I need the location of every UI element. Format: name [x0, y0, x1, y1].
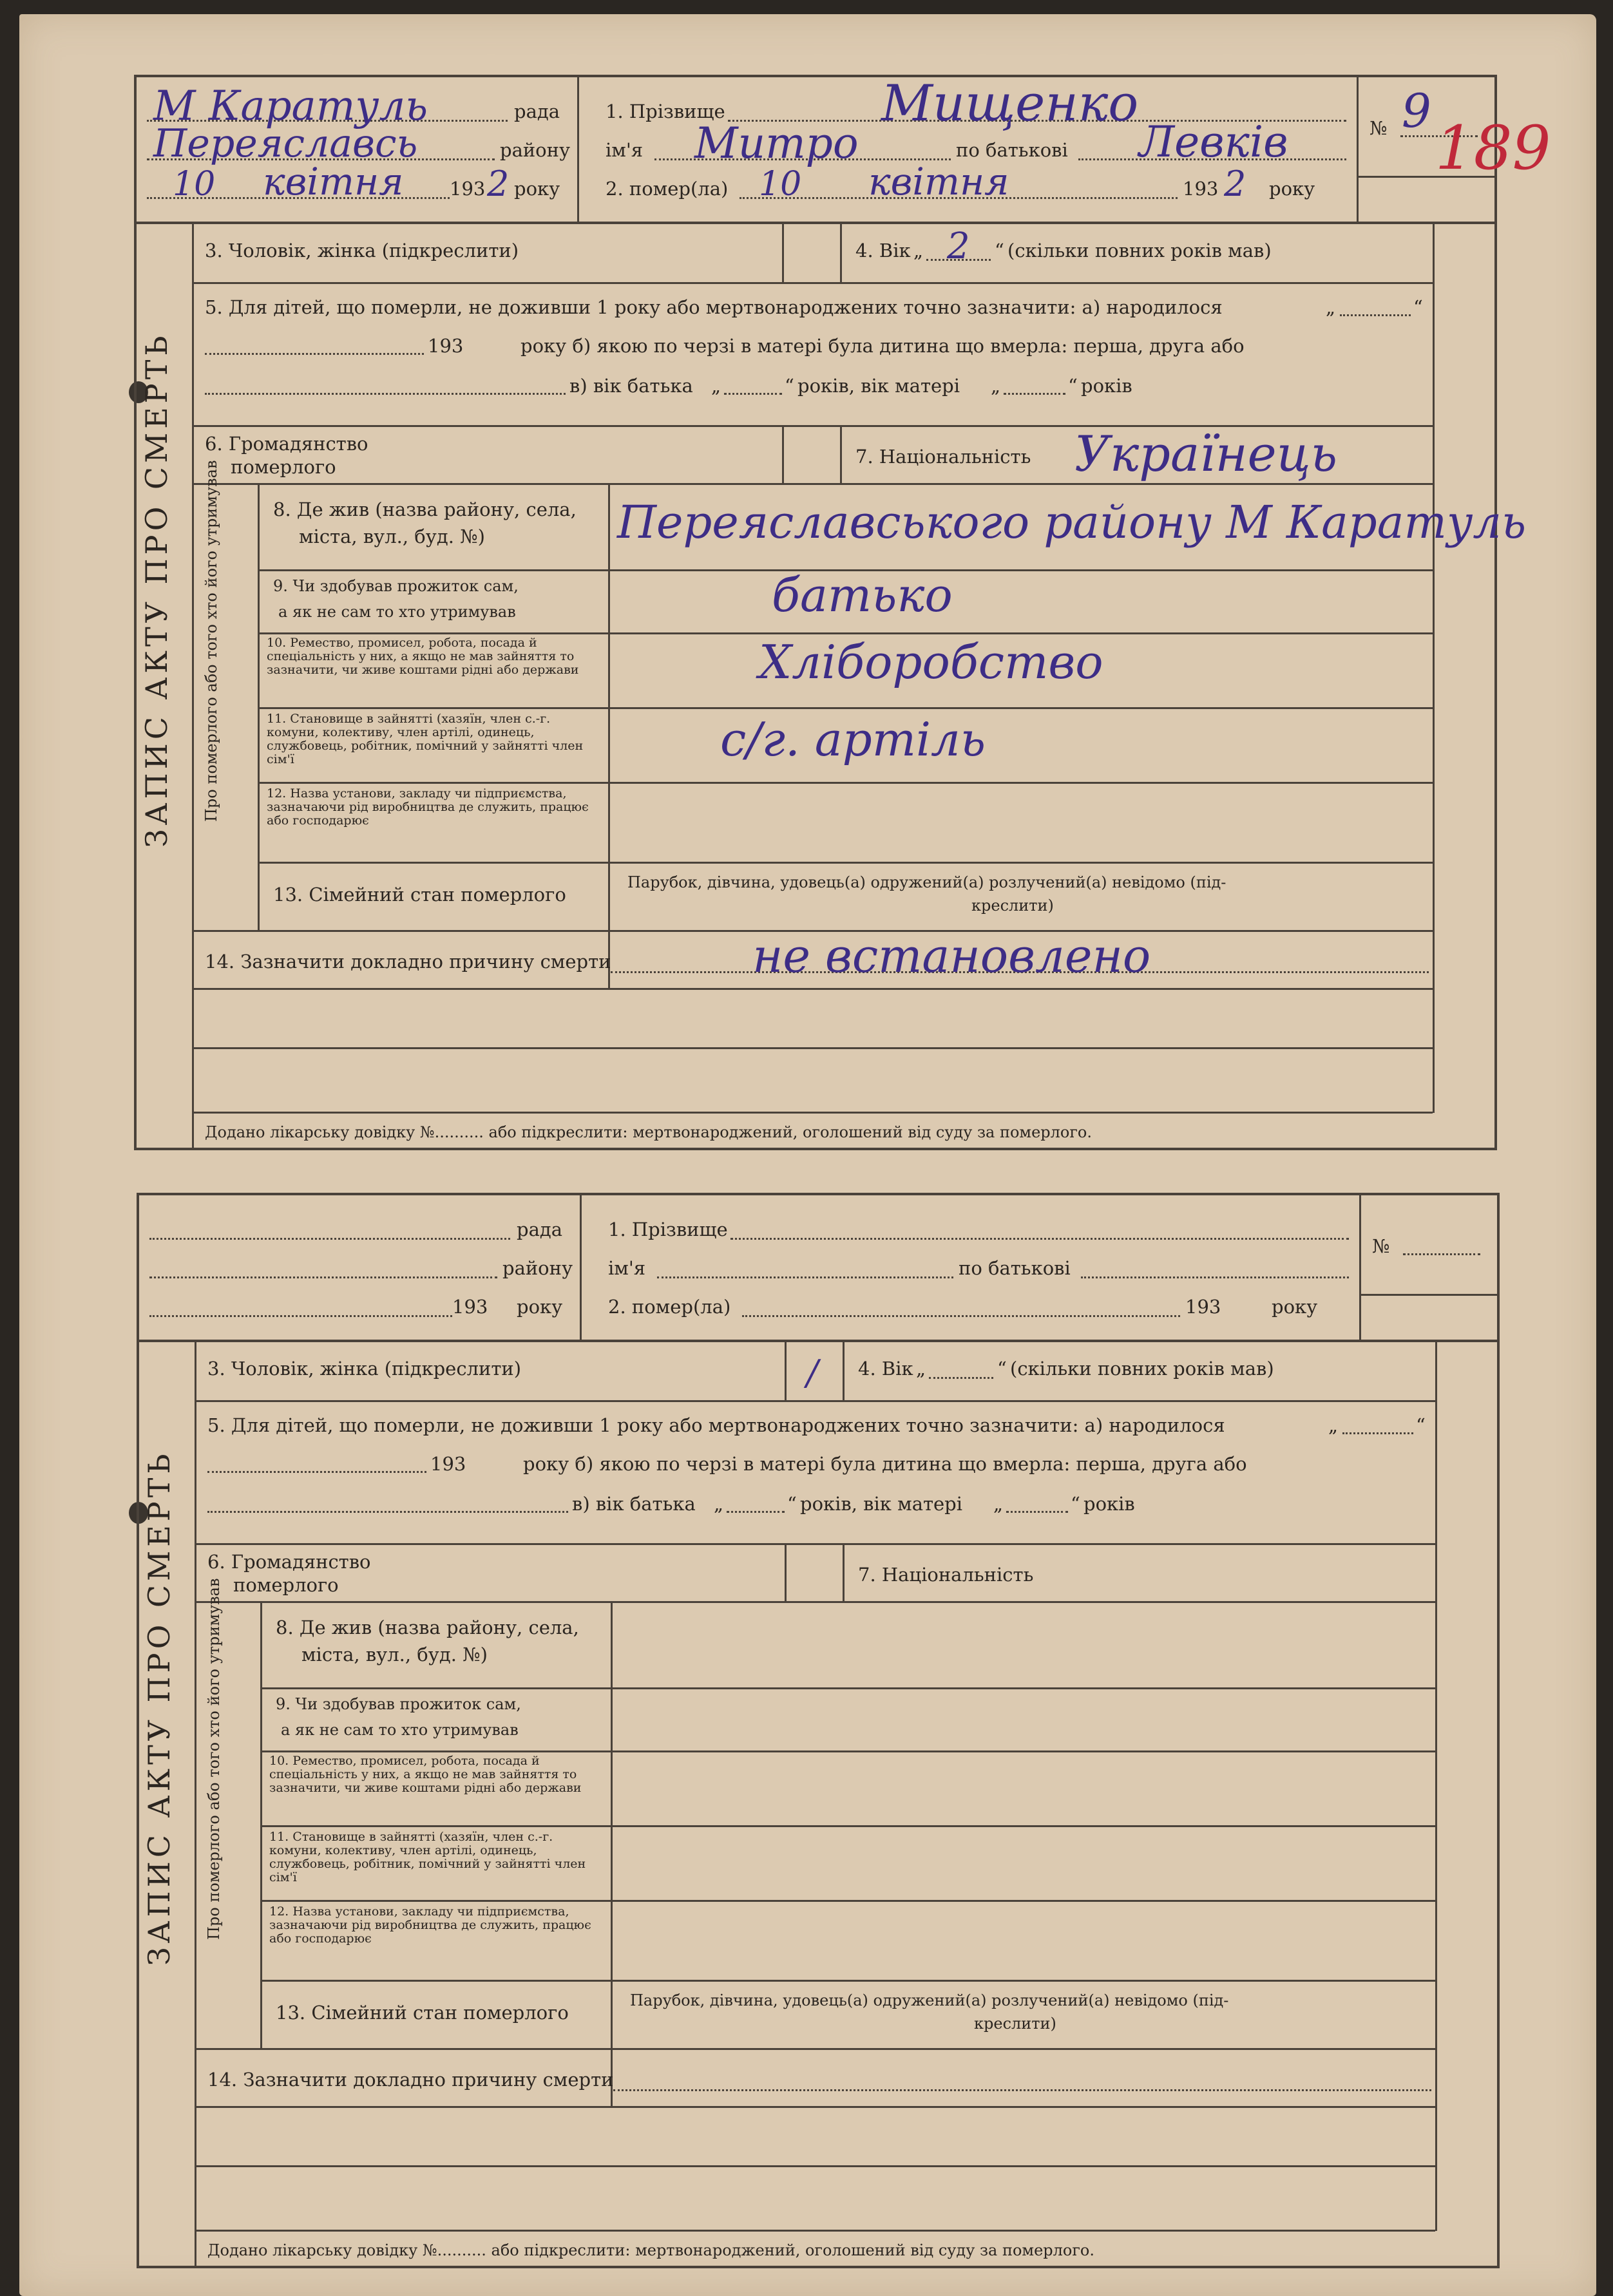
- hw-died-day: 10: [759, 165, 802, 204]
- died-label: 2. помер(ла): [608, 1296, 731, 1318]
- institution-label: 12. Назва установи, закладу чи підприємства, зазначаючи рід виробництва де служить, працює або господарює: [269, 1904, 591, 1946]
- no-label: №: [1372, 1235, 1390, 1257]
- children-line-3b: років, вік матері: [800, 1493, 963, 1515]
- citizenship-label: 6. Громадянство: [205, 433, 368, 455]
- hw-occupation: Хліборобство: [759, 635, 1103, 689]
- name-label: ім'я: [608, 1257, 646, 1279]
- hw-date-day: 10: [173, 165, 216, 204]
- side-subtitle: Про померлого або того хто його утримував: [202, 460, 220, 822]
- hw-surname: Мищенко: [881, 75, 1139, 133]
- surname-label: 1. Прізвище: [608, 1219, 728, 1240]
- hw-status: с/г. артіль: [720, 712, 986, 766]
- age-note: (скільки повних років мав): [1007, 240, 1272, 261]
- year2-prefix: 193: [1185, 1296, 1221, 1318]
- residence-label-1: 8. Де жив (назва району, села,: [273, 498, 577, 520]
- raion-label: району: [500, 139, 571, 161]
- patronymic-label: по батькові: [956, 139, 1068, 161]
- sex-label: 3. Чоловік, жінка (підкреслити): [205, 240, 519, 261]
- patronymic-label: по батькові: [959, 1257, 1071, 1279]
- roku2-label: року: [1269, 178, 1315, 200]
- residence-label-1: 8. Де жив (назва району, села,: [276, 1617, 579, 1638]
- citizenship-label-2: померлого: [233, 1574, 339, 1596]
- hw-livelihood: батько: [772, 568, 953, 622]
- footer-note: Додано лікарську довідку №.......... або підкреслити: мертвонароджений, оголошений від суду за померлого.: [205, 1123, 1092, 1141]
- citizenship-label: 6. Громадянство: [207, 1551, 371, 1573]
- rada-label: рада: [514, 100, 560, 122]
- year2-prefix: 193: [1183, 178, 1219, 200]
- hw-number: 9: [1402, 84, 1431, 138]
- occupation-label: 10. Ремество, промисел, робота, посада й спеціальність у них, а якщо не мав зайняття то зазначити, чи живе коштами рідні або держави: [269, 1754, 582, 1795]
- roku-label: року: [514, 178, 560, 200]
- nationality-label: 7. Національність: [858, 1564, 1034, 1586]
- livelihood-label-1: 9. Чи здобував прожиток сам,: [276, 1695, 521, 1713]
- marital-label: 13. Сімейний стан померлого: [276, 2002, 569, 2024]
- children-line-3c: років: [1083, 1493, 1135, 1515]
- sex-label: 3. Чоловік, жінка (підкреслити): [207, 1358, 522, 1380]
- children-line-2: року б) якою по черзі в матері була дитина що вмерла: перша, друга або: [523, 1453, 1247, 1475]
- raion-label: району: [502, 1257, 573, 1279]
- roku-label: року: [517, 1296, 563, 1318]
- marital-label: 13. Сімейний стан померлого: [273, 884, 566, 906]
- marital-options-2: креслити): [974, 2015, 1056, 2033]
- livelihood-label-2: а як не сам то хто утримував: [278, 603, 516, 621]
- hw-nationality: Українець: [1074, 425, 1338, 482]
- no-label: №: [1370, 117, 1388, 139]
- hw-patronymic: Левків: [1139, 117, 1288, 167]
- residence-label-2: міста, вул., буд. №): [301, 1644, 488, 1665]
- year-prefix: 193: [452, 1296, 488, 1318]
- surname-label: 1. Прізвище: [606, 100, 725, 122]
- hw-residence: Переяславського району М Каратуль: [617, 496, 1527, 549]
- hw-cause: не встановлено: [752, 929, 1151, 983]
- side-subtitle: Про померлого або того хто його утримував: [205, 1578, 223, 1940]
- hw-year-digit: 2: [487, 164, 510, 204]
- hw-sex-mark: /: [806, 1352, 819, 1393]
- occupation-label: 10. Ремество, промисел, робота, посада й спеціальність у них, а якщо не мав зайняття то зазначити, чи живе коштами рідні або держави: [267, 636, 579, 677]
- side-title: ЗАПИС АКТУ ПРО СМЕРТЬ: [142, 1450, 177, 1966]
- form-body-box: [137, 1340, 1500, 2268]
- marital-options-1: Парубок, дівчина, удовець(а) одружений(а) розлучений(а) невідомо (під-: [630, 1991, 1229, 2009]
- children-year-prefix: 193: [430, 1453, 466, 1475]
- hw-raion: Переяславсь: [153, 121, 418, 166]
- hw-date-month: квітня: [263, 160, 404, 204]
- children-line-2: року б) якою по черзі в матері була дитина що вмерла: перша, друга або: [520, 335, 1245, 357]
- citizenship-label-2: померлого: [231, 456, 336, 478]
- age-label: 4. Вік: [855, 240, 911, 261]
- hw-age: 2: [947, 225, 970, 267]
- footer-note: Додано лікарську довідку №.......... або підкреслити: мертвонароджений, оголошений від суду за померлого.: [207, 2241, 1094, 2259]
- cause-label: 14. Зазначити докладно причину смерти: [207, 2069, 614, 2091]
- hw-died-year-digit: 2: [1224, 164, 1246, 204]
- residence-label-2: міста, вул., буд. №): [299, 526, 485, 547]
- livelihood-label-1: 9. Чи здобував прожиток сам,: [273, 577, 519, 595]
- children-line-1: 5. Для дітей, що померли, не доживши 1 року або мертвонароджених точно зазначити: а) народилося: [205, 296, 1223, 318]
- children-year-prefix: 193: [428, 335, 464, 357]
- cause-label: 14. Зазначити докладно причину смерти: [205, 951, 611, 972]
- status-label: 11. Становище в зайнятті (хазяїн, член с.-г. комуни, колективу, член артілі, одинець, службовець, робітник, помічний у зайнятті член сім'ї: [269, 1830, 586, 1884]
- status-label: 11. Становище в зайнятті (хазяїн, член с.-г. комуни, колективу, член артілі, одинець, службовець, робітник, помічний у зайнятті член сім'ї: [267, 712, 584, 766]
- hw-died-month: квітня: [868, 160, 1009, 204]
- age-note: (скільки повних років мав): [1010, 1358, 1274, 1380]
- age-label: 4. Вік: [858, 1358, 913, 1380]
- marital-options-2: креслити): [971, 897, 1054, 915]
- children-line-3b: років, вік матері: [797, 375, 960, 397]
- children-line-3: в) вік батька: [569, 375, 693, 397]
- nationality-label: 7. Національність: [855, 446, 1031, 468]
- livelihood-label-2: а як не сам то хто утримував: [281, 1721, 519, 1739]
- children-line-1: 5. Для дітей, що померли, не доживши 1 року або мертвонароджених точно зазначити: а) народилося: [207, 1414, 1225, 1436]
- header-box: [137, 1193, 1500, 1342]
- side-title: ЗАПИС АКТУ ПРО СМЕРТЬ: [139, 332, 174, 848]
- roku2-label: року: [1272, 1296, 1318, 1318]
- marital-options-1: Парубок, дівчина, удовець(а) одружений(а) розлучений(а) невідомо (під-: [627, 873, 1226, 891]
- hw-rada: М Каратуль: [153, 82, 428, 130]
- name-label: ім'я: [606, 139, 644, 161]
- children-line-3c: років: [1081, 375, 1132, 397]
- year-prefix: 193: [450, 178, 486, 200]
- institution-label: 12. Назва установи, закладу чи підприємства, зазначаючи рід виробництва де служить, працює або господарює: [267, 786, 589, 828]
- died-label: 2. помер(ла): [606, 178, 729, 200]
- rada-label: рада: [517, 1219, 562, 1240]
- children-line-3: в) вік батька: [572, 1493, 696, 1515]
- hw-red-number: 189: [1435, 113, 1551, 184]
- hw-name: Митро: [694, 119, 859, 168]
